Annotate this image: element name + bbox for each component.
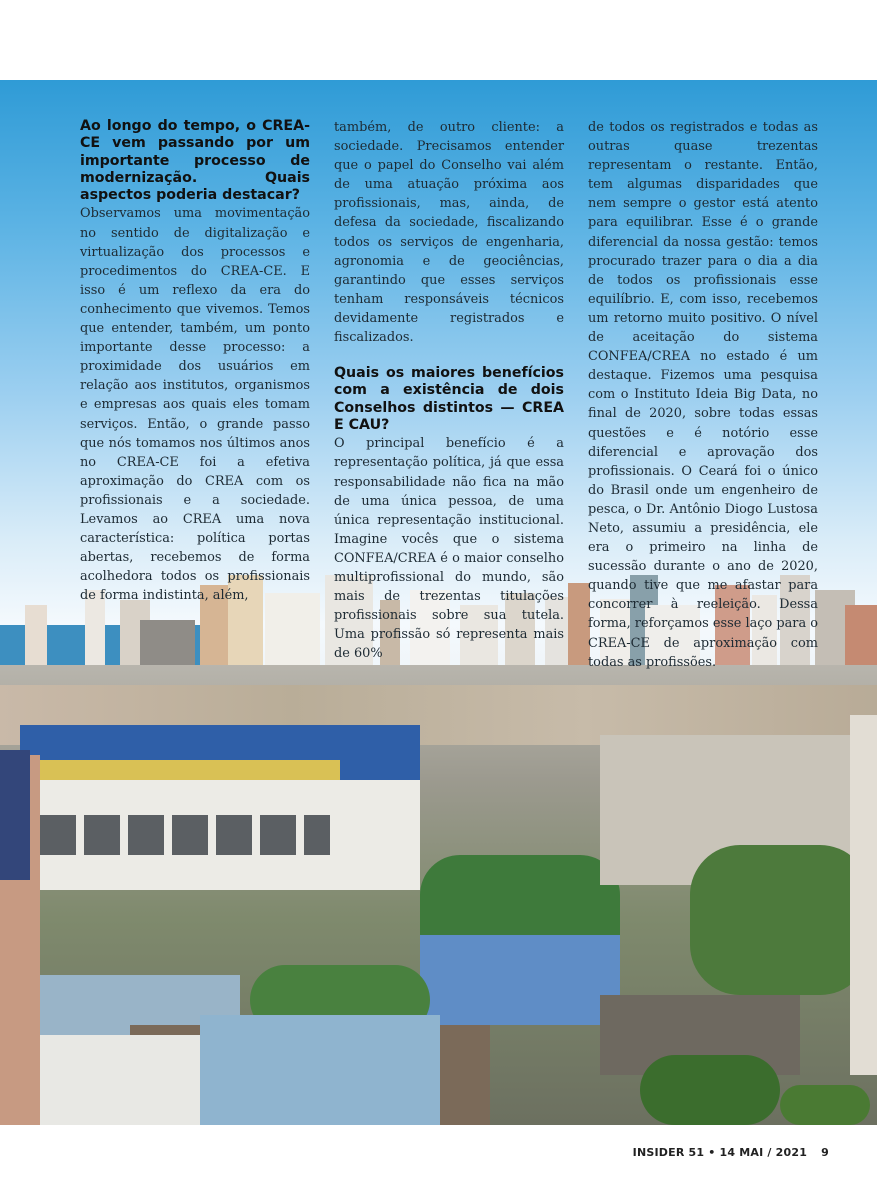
magazine-issue: INSIDER 51 • 14 MAI / 2021 <box>632 1146 808 1159</box>
article-text <box>80 118 820 672</box>
answer-1-continued: também, de outro cliente: a sociedade. Precisamos entender que o papel do Conselho vai além de uma atuação próxima aos profissionais, mas, ainda, de defesa da sociedade, fiscalizando todos os serviços de engenharia, agronomia e de geociências, garantindo que esses serviços tenham responsáveis técnicos devidamente registrados e fiscalizados. <box>334 120 564 346</box>
answer-1: Observamos uma movimentação no sentido de digitalização e virtualização dos processos e procedimentos do CREA-CE. E isso é um reflexo da era do conhecimento que vivemos. Temos que entender, também, um ponto importante desse processo: a proximidade dos usuários em relação aos institutos, organismos e empresas aos quais eles tomam serviços. Então, o grande passo que nós tomamos nos últimos anos no CREA-CE foi a efetiva aproximação do CREA com os profissionais e a sociedade. Levamos ao CREA uma nova característica: política portas abertas, recebemos de forma acolhedora todos os profissionais de forma indistinta, além, <box>80 206 310 604</box>
answer-2-continued: de todos os registrados e todas as outras quase trezentas representam o restante. Então, tem algumas disparidades que nem sempre o gestor está atento para equilibrar. Esse é o grande diferencial da nossa gestão: temos procurado trazer para o dia a dia de todos os profissionais esse equilíbrio. E, com isso, recebemos um retorno muito positivo. O nível de aceitação do sistema CONFEA/CREA no estado é um destaque. Fizemos uma pesquisa com o Instituto Ideia Big Data, no final de 2020, sobre todas essas questões e é notório esse diferencial e aprovação dos profissionais. O Ceará foi o único do Brasil onde um engenheiro de pesca, o Dr. Antônio Diogo Lustosa Neto, assumiu a presidência, ele era o primeiro na linha de sucessão durante o ano de 2020, quando tive que me afastar para concorrer à reeleição. Dessa forma, reforçamos esse laço para o CREA-CE de aproximação com todas as profissões. <box>588 120 818 670</box>
question-1: Ao longo do tempo, o CREA-CE vem passando por um importante processo de modernização. Quais aspectos poderia destacar? <box>80 118 310 204</box>
answer-2: O principal benefício é a representação política, já que essa responsabilidade não fica na mão de uma única pessoa, de uma única representação institucional. Imagine vocês que o sistema CONFEA/CREA é o maior conselho multiprofissional do mundo, são mais de trezentas titulações profissionais sobre sua tutela. Uma profissão só representa mais de 60% <box>334 436 564 662</box>
column-1 <box>80 118 310 672</box>
page-footer <box>633 1146 829 1159</box>
column-2 <box>334 118 564 672</box>
question-2: Quais os maiores benefícios com a existência de dois Conselhos distintos — CREA E CAU? <box>334 365 564 434</box>
page-number: 9 <box>821 1146 829 1159</box>
city-ground <box>0 665 877 1125</box>
column-3 <box>588 118 818 672</box>
